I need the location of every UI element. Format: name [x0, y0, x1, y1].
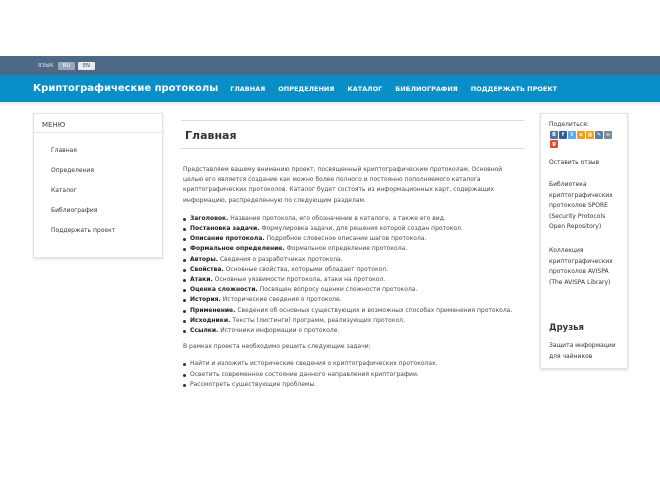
language-label: ЯЗЫК	[38, 62, 54, 69]
task-list	[181, 359, 524, 391]
mail-ru-icon[interactable]: @	[587, 132, 593, 138]
nav-definitions[interactable]: ОПРЕДЕЛЕНИЯ	[278, 84, 335, 93]
lang-ru-button[interactable]: RU	[58, 62, 75, 70]
nav-home[interactable]: ГЛАВНАЯ	[230, 84, 266, 93]
feature-term: Атаки.	[190, 276, 213, 284]
feature-description: Сведения об основных существующих и возможных способах применения протокола.	[235, 306, 513, 314]
feature-description: Посвящен вопросу оценки сложности протокола.	[257, 286, 418, 294]
sidebar-item-bibliography[interactable]: Библиография	[51, 207, 98, 214]
odnoklassniki-icon[interactable]: о	[577, 131, 585, 139]
intro-paragraph: Представляем вашему вниманию проект, посвященный криптографическим протоколам. Основной целью его является создание как можно более полного и постоянно пополняемого каталога криптографических протоколов. Каталог будет состоять из информационных карт, содержащих информацию, распределенную по следующим разделам.	[183, 166, 503, 204]
share-icons	[550, 131, 616, 148]
lang-en-button[interactable]: EN	[78, 62, 95, 70]
feature-item	[183, 255, 524, 265]
feature-item	[183, 265, 524, 275]
feature-item	[183, 326, 524, 336]
nav-bibliography[interactable]: БИБЛИОГРАФИЯ	[395, 84, 458, 93]
sidebar-menu	[33, 113, 163, 258]
twitter-icon[interactable]: t	[568, 131, 576, 139]
feature-description: Подробное словесное описание шагов протокола.	[264, 235, 427, 243]
language-bar	[0, 56, 660, 75]
feature-item	[183, 244, 524, 254]
feature-item	[183, 306, 524, 316]
feature-description: Основные уязвимости протокола, атаки на протокол.	[212, 276, 386, 284]
feature-item	[183, 234, 524, 244]
feature-list	[181, 214, 524, 336]
feature-term: История.	[190, 296, 221, 304]
google-plus-icon[interactable]: g	[550, 140, 558, 148]
content-divider	[181, 113, 524, 121]
top-spacer	[0, 0, 660, 56]
nav-support[interactable]: ПОДДЕРЖАТЬ ПРОЕКТ	[470, 84, 558, 93]
feature-item	[183, 275, 524, 285]
sidebar-list	[34, 133, 162, 247]
sidebar-item-home[interactable]: Главная	[51, 147, 77, 154]
feature-term: Постановка задачи.	[190, 225, 260, 233]
feature-term: Авторы.	[190, 255, 219, 263]
navbar-shadow	[0, 102, 660, 106]
task-item: Осветить современное состояние данного направления криптографии.	[183, 370, 524, 381]
facebook-icon[interactable]: f	[559, 131, 567, 139]
vk-icon[interactable]: В	[550, 131, 558, 139]
feature-description: Тексты (листинги) программ, реализующих протокол.	[230, 316, 405, 324]
feature-item	[183, 316, 524, 326]
feature-term: Ссылки.	[190, 327, 219, 335]
nav-catalog[interactable]: КАТАЛОГ	[347, 84, 383, 93]
feature-term: Оценка сложности.	[190, 286, 258, 294]
feature-item	[183, 214, 524, 224]
feature-item	[183, 285, 524, 295]
task-item: Рассмотреть существующие проблемы.	[183, 380, 524, 391]
sidebar-item-definitions[interactable]: Определения	[51, 167, 94, 174]
feature-description: Исторические сведения о протоколе.	[220, 296, 342, 304]
feature-description: Источники информации о протоколе.	[218, 327, 340, 335]
task-item: Найти и изложить исторические сведения о криптографических протоколах.	[183, 359, 524, 370]
sidebar-item-support[interactable]: Поддержать проект	[51, 227, 116, 234]
feature-description: Сведения о разработчиках протокола.	[218, 255, 343, 263]
share-label: Поделиться:	[549, 121, 589, 128]
feature-term: Применение.	[190, 306, 236, 314]
spore-library-link[interactable]: Библиотека криптографических протоколов SPORE (Security Protocols Open Repository)	[549, 181, 613, 230]
main-content	[181, 113, 524, 391]
feature-description: Формулировка задачи, для решения которой создан протокол.	[259, 225, 463, 233]
leave-review-link[interactable]: Оставить отзыв	[549, 159, 600, 166]
feature-description: Формальное определение протокола.	[284, 245, 408, 253]
avispa-library-link[interactable]: Коллекция криптографических протоколов AVISPA (The AVISPA Library)	[549, 247, 613, 286]
feature-description: Основные свойства, которыми обладает протокол.	[223, 265, 388, 273]
livejournal-icon[interactable]: ✎	[596, 132, 602, 138]
friends-title: Друзья	[549, 323, 584, 333]
feature-term: Свойства.	[190, 265, 224, 273]
page-title: Главная	[181, 121, 524, 149]
feature-description: Название протокола, его обозначение в каталоге, а также его вид.	[228, 214, 446, 222]
feature-item	[183, 295, 524, 305]
friends-link[interactable]: Защита информации для чайников	[549, 342, 616, 360]
site-title[interactable]: Криптографические протоколы	[33, 83, 219, 94]
link-icon[interactable]: ∞	[605, 132, 611, 138]
main-navbar	[0, 75, 660, 102]
feature-term: Описание протокола.	[190, 235, 265, 243]
sidebar-title: МЕНЮ	[34, 114, 162, 133]
feature-term: Заголовок.	[190, 214, 229, 222]
feature-term: Формальное определение.	[190, 245, 285, 253]
tasks-intro: В рамках проекта необходимо решить следующие задачи:	[183, 343, 371, 351]
right-sidebar	[540, 113, 628, 369]
feature-term: Исходники.	[190, 316, 231, 324]
sidebar-item-catalog[interactable]: Каталог	[51, 187, 77, 194]
feature-item	[183, 224, 524, 234]
